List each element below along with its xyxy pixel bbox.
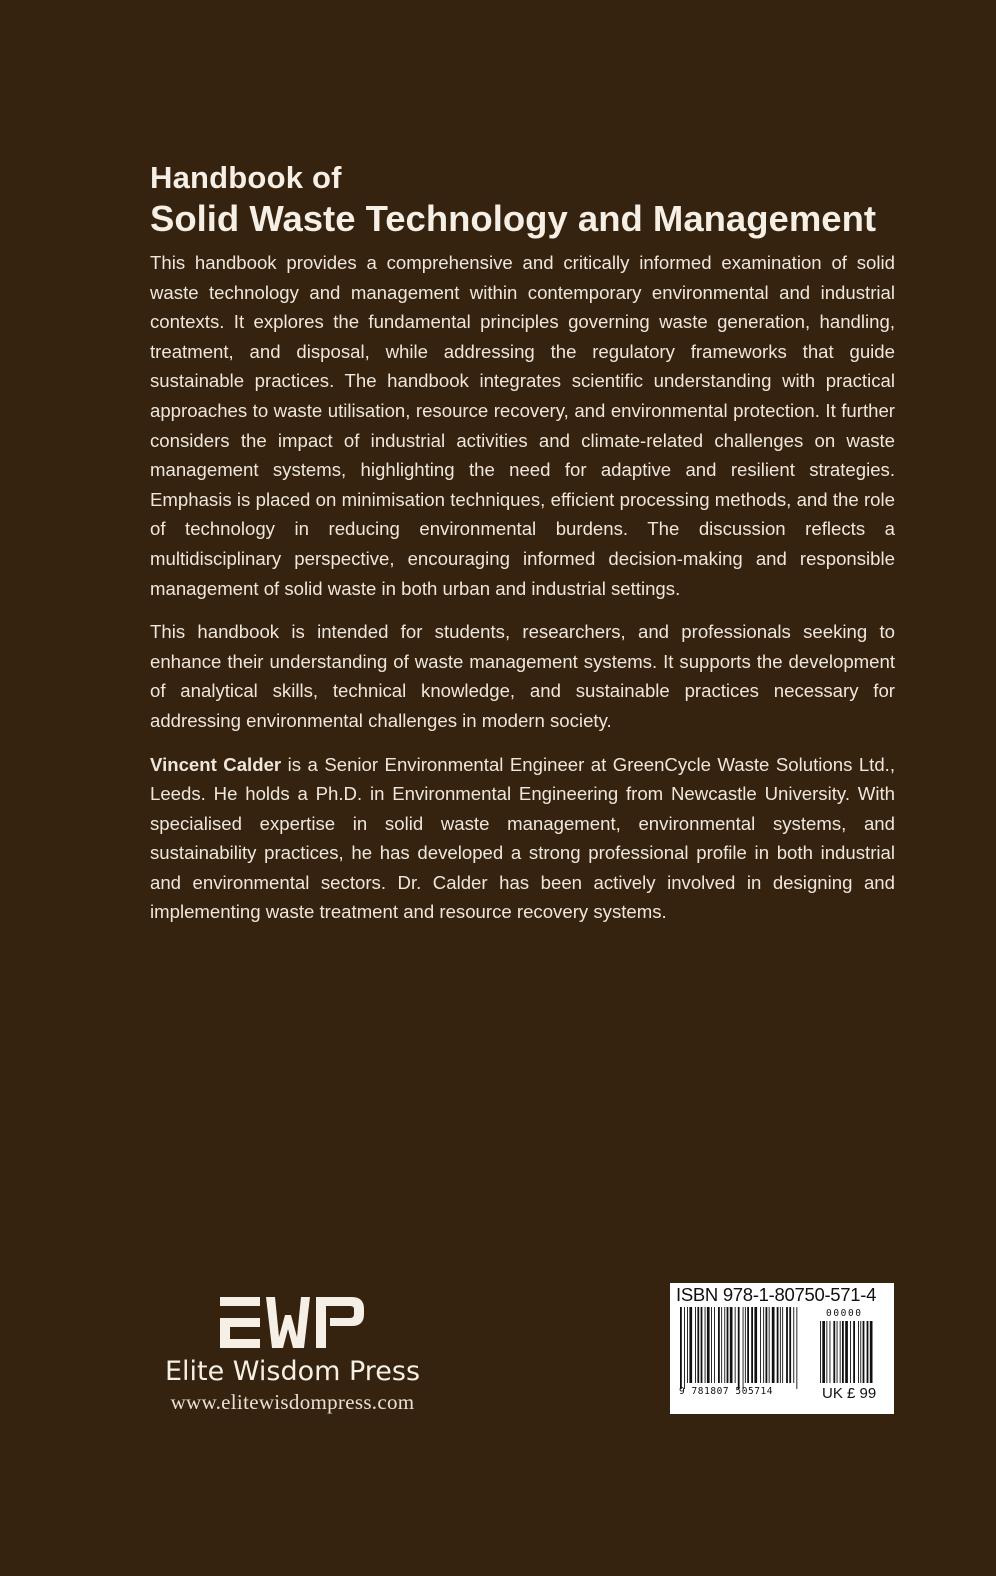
barcode-bar <box>751 1307 753 1383</box>
barcode-bar <box>772 1307 775 1383</box>
barcode-bar <box>718 1307 720 1383</box>
barcode-bar <box>687 1307 688 1383</box>
barcode-bar <box>858 1321 859 1383</box>
barcode-bar <box>863 1321 865 1383</box>
barcode-bar <box>830 1321 831 1383</box>
barcode-bar <box>786 1307 788 1383</box>
barcode-bar <box>842 1321 844 1383</box>
publisher-name: Elite Wisdom Press <box>164 1356 421 1387</box>
barcode-bar <box>820 1321 821 1383</box>
barcode-bar <box>780 1307 781 1383</box>
author-name: Vincent Calder <box>150 753 282 775</box>
barcode-bar <box>754 1307 757 1383</box>
barcode-bar <box>833 1321 835 1383</box>
barcode-bar <box>782 1307 783 1383</box>
barcode-bar <box>724 1307 725 1383</box>
barcode-bar <box>760 1307 761 1383</box>
barcode-bar <box>705 1307 706 1383</box>
author-bio <box>150 750 895 928</box>
barcode-bar <box>769 1307 770 1383</box>
barcode-bar <box>870 1321 873 1383</box>
barcode-bar <box>714 1307 715 1383</box>
barcode-bar <box>867 1321 869 1383</box>
barcode-bar <box>697 1307 699 1383</box>
isbn-barcode <box>670 1283 894 1414</box>
barcode-bar <box>745 1307 746 1383</box>
price-label: UK £ 99 <box>822 1385 877 1402</box>
barcode-bar <box>707 1307 710 1383</box>
barcode-bar <box>730 1307 733 1383</box>
barcode-bar <box>793 1307 794 1383</box>
barcode-bar <box>689 1307 692 1383</box>
barcode-bar <box>860 1321 861 1383</box>
barcode-bar <box>766 1307 768 1383</box>
author-bio-text: is a Senior Environmental Engineer at GreenCycle Waste Solutions Ltd., Leeds. He holds a Ph.D. in Environmental Engineering from Newcastle University. With specialised expertise in solid waste management, environmental systems, and sustainability practices, he has developed a strong professional profile in both industrial and environmental sectors. Dr. Calder has been actively involved in designing and implementing waste treatment and resource recovery systems. <box>150 753 896 923</box>
title-prefix: Handbook of <box>150 160 342 195</box>
book-title: Solid Waste Technology and Management <box>150 198 877 239</box>
barcode-ean-digits: 9 781807 505714 <box>679 1386 774 1397</box>
publisher-logo <box>150 1295 435 1415</box>
back-cover-text <box>150 160 895 927</box>
barcode-bar <box>701 1307 703 1383</box>
barcode-bar <box>826 1321 827 1383</box>
barcode-bar <box>680 1307 682 1389</box>
description-paragraph: This handbook provides a comprehensive and critically informed examination of solid waste technology and management within contemporary environmental and industrial contexts. It explores the fundamental principles governing waste generation, handling, treatment, and disposal, while addressing the regulatory frameworks that guide sustainable practices. The handbook integrates scientific understanding with practical approaches to waste utilisation, resource recovery, and environmental protection. It further considers the impact of industrial activities and climate-related challenges on waste management systems, highlighting the need for adaptive and resilient strategies. Emphasis is placed on minimisation techniques, efficient processing methods, and the role of technology in reducing environmental burdens. The discussion reflects a multidisciplinary perspective, encouraging informed decision-making and responsible management of solid waste in both urban and industrial settings. <box>150 252 895 599</box>
barcode-bar <box>850 1321 851 1383</box>
barcode-bar <box>738 1307 740 1389</box>
barcode-addon-digits: 00000 <box>826 1308 863 1319</box>
barcode-bar <box>747 1307 749 1383</box>
barcode-bar <box>789 1307 791 1383</box>
barcode-bar <box>743 1307 744 1389</box>
barcode-bar <box>763 1307 764 1383</box>
barcode-bar <box>777 1307 779 1383</box>
isbn-label: ISBN 978-1-80750-571-4 <box>676 1284 877 1305</box>
ewp-logo-mark <box>218 1295 368 1351</box>
barcode-bar <box>727 1307 729 1383</box>
barcode-bar <box>822 1321 825 1383</box>
barcode-bar <box>711 1307 712 1383</box>
barcode-bar <box>845 1321 848 1383</box>
barcode-bar <box>837 1321 838 1383</box>
barcode-bar <box>853 1321 855 1383</box>
barcode-bar <box>796 1307 797 1389</box>
barcode-bar <box>695 1307 696 1383</box>
barcode-bar <box>735 1307 736 1383</box>
barcode-bar <box>684 1307 685 1389</box>
barcode-bar <box>840 1321 841 1383</box>
barcode-bar <box>721 1307 722 1383</box>
publisher-website[interactable]: www.elitewisdompress.com <box>170 1390 415 1414</box>
audience-paragraph: This handbook is intended for students, researchers, and professionals seeking to enhance their understanding of waste management systems. It supports the development of analytical skills, technical knowledge, and sustainable practices necessary for addressing environmental challenges in modern society. <box>150 621 895 731</box>
